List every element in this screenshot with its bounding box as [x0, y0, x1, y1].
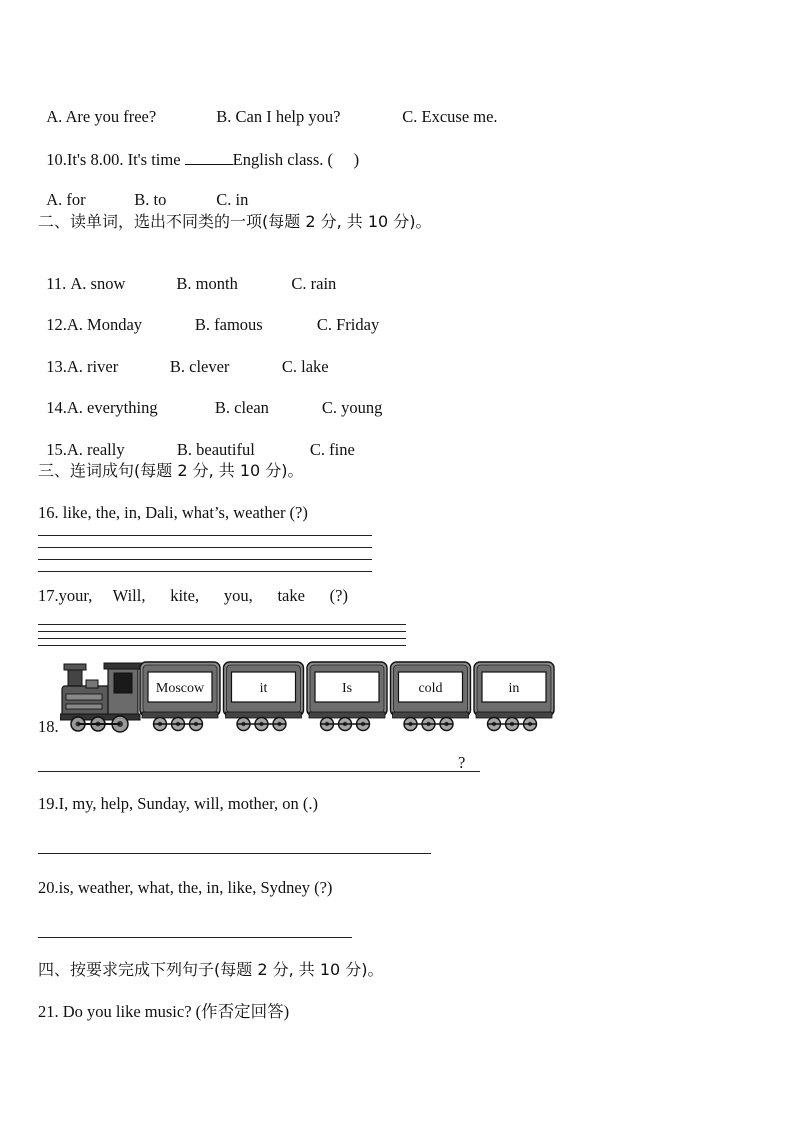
q10-stem-end: English class. ( ) — [232, 150, 360, 169]
q9-options — [38, 87, 498, 127]
q12 — [38, 295, 379, 335]
q19-prompt: 19.I, my, help, Sunday, will, mother, on (.) — [38, 794, 318, 813]
q13-option-b: B. clever — [169, 357, 230, 376]
q14-option-b: B. clean — [214, 398, 269, 417]
q11-option-c: C. rain — [291, 274, 337, 293]
q13-option-a: A. river — [66, 357, 119, 376]
section3-heading: 三、连词成句(每题 2 分, 共 10 分)。 — [38, 461, 304, 480]
train-car-word: cold — [418, 681, 443, 696]
q16-answer-line-3[interactable] — [38, 559, 372, 560]
q15-option-a: A. really — [66, 440, 125, 459]
q14 — [38, 378, 382, 418]
train-car-word: in — [508, 681, 520, 696]
q9-option-b: B. Can I help you? — [216, 107, 341, 126]
q17-answer-line-3[interactable] — [38, 638, 406, 639]
q10-blank — [185, 149, 233, 165]
train-cars — [140, 662, 554, 731]
q13-number: 13. — [46, 357, 67, 376]
q18-answer-line[interactable] — [38, 771, 480, 772]
train-car — [391, 662, 471, 731]
section4-heading: 四、按要求完成下列句子(每题 2 分, 共 10 分)。 — [38, 960, 384, 979]
q14-option-a: A. everything — [66, 398, 158, 417]
train-car — [224, 662, 304, 731]
q10-option-c: C. in — [216, 190, 249, 209]
q10-stem — [38, 129, 359, 170]
train-illustration — [60, 660, 560, 734]
q20-answer-line[interactable] — [38, 937, 352, 938]
q16-answer-line-4[interactable] — [38, 571, 372, 572]
q16-answer-line-1[interactable] — [38, 535, 372, 536]
q16-answer-line-2[interactable] — [38, 547, 372, 548]
q9-option-a: A. Are you free? — [46, 107, 157, 126]
train-car — [474, 662, 554, 731]
train-car-word: Is — [341, 681, 353, 696]
q13-option-c: C. lake — [281, 357, 329, 376]
q15-option-c: C. fine — [309, 440, 355, 459]
train-car — [140, 662, 220, 731]
q12-number: 12. — [46, 315, 67, 334]
q21-prompt: 21. Do you like music? (作否定回答) — [38, 1002, 290, 1021]
q14-number: 14. — [46, 398, 67, 417]
q16-prompt: 16. like, the, in, Dali, what’s, weather (?) — [38, 503, 308, 522]
train-car-word: it — [259, 681, 268, 696]
q14-option-c: C. young — [321, 398, 383, 417]
q10-options — [38, 170, 248, 210]
locomotive-icon — [60, 663, 142, 732]
q20-prompt: 20.is, weather, what, the, in, like, Sydney (?) — [38, 878, 333, 897]
q17-answer-line-2[interactable] — [38, 631, 406, 632]
q18-question-mark: ? — [458, 753, 466, 772]
q10-option-b: B. to — [134, 190, 167, 209]
q12-option-b: B. famous — [194, 315, 263, 334]
q15 — [38, 420, 355, 460]
q17-answer-line-1[interactable] — [38, 624, 406, 625]
q12-option-c: C. Friday — [316, 315, 380, 334]
q9-option-c: C. Excuse me. — [402, 107, 498, 126]
section2-heading: 二、读单词，选出不同类的一项(每题 2 分, 共 10 分)。 — [38, 212, 432, 231]
q11-option-a: A. snow — [70, 274, 126, 293]
q15-option-b: B. beautiful — [176, 440, 255, 459]
q15-number: 15. — [46, 440, 67, 459]
q11-option-b: B. month — [176, 274, 238, 293]
q13 — [38, 337, 329, 377]
q18-number: 18. — [38, 717, 59, 736]
q12-option-a: A. Monday — [66, 315, 143, 334]
q10-stem-start: 10.It's 8.00. It's time — [46, 150, 185, 169]
train-car-word: Moscow — [155, 681, 205, 696]
q17-prompt: 17.your, Will, kite, you, take (?) — [38, 586, 348, 605]
q17-answer-line-4[interactable] — [38, 645, 406, 646]
q19-answer-line[interactable] — [38, 853, 431, 854]
q10-option-a: A. for — [46, 190, 86, 209]
q11 — [38, 254, 336, 294]
q11-number: 11. — [46, 274, 71, 293]
train-car — [307, 662, 387, 731]
